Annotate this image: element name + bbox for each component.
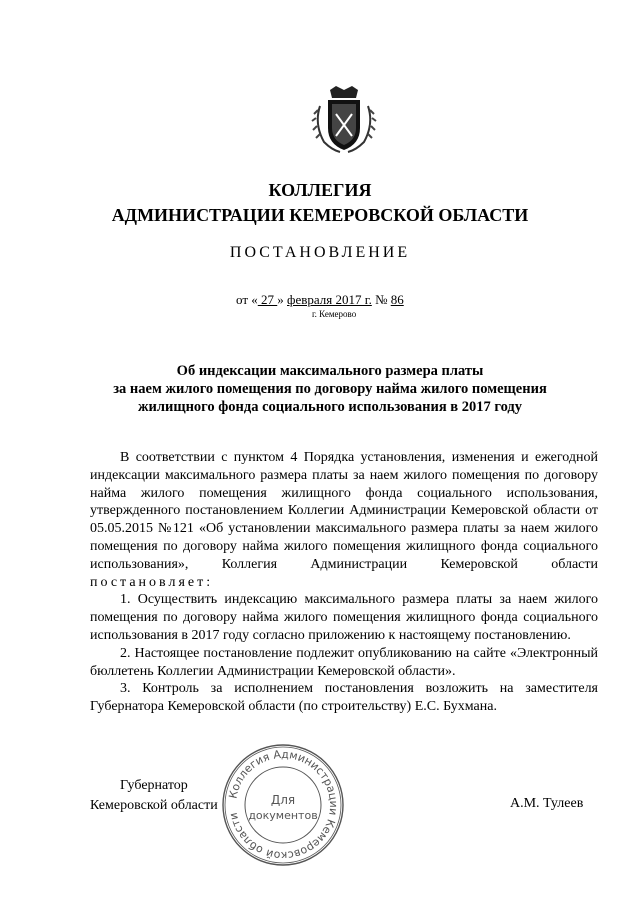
coat-of-arms-emblem bbox=[310, 84, 378, 156]
org-title-line2: АДМИНИСТРАЦИИ КЕМЕРОВСКОЙ ОБЛАСТИ bbox=[111, 205, 529, 225]
signatory-name: А.М. Тулеев bbox=[510, 796, 584, 811]
date-prefix: от « bbox=[236, 292, 258, 307]
stamp-ring-text: Коллегия Администрации Кемеровской области bbox=[226, 747, 341, 863]
body-paragraph-item2: 2. Настоящее постановление подлежит опубликованию на сайте «Электронный бюллетень Коллегии Администрации Кемеровской области». bbox=[90, 645, 598, 679]
city: г. Кемерово bbox=[312, 309, 357, 319]
resolution-keyword: постановляет: bbox=[90, 574, 214, 590]
stamp-center-line2: документов bbox=[248, 809, 318, 822]
document-number: 86 bbox=[390, 292, 404, 307]
signatory-title bbox=[90, 776, 218, 816]
body-paragraph-item3: 3. Контроль за исполнением постановления возложить на заместителя Губернатора Кемеровской области (по строительству) Е.С. Бухмана. bbox=[90, 681, 598, 715]
date-day: 27 bbox=[257, 292, 278, 307]
date-month-year: февраля 2017 г. bbox=[287, 292, 372, 307]
stamp-center-line1: Для bbox=[270, 793, 296, 807]
subject-line3: жилищного фонда социального использования в 2017 году bbox=[137, 399, 523, 415]
preamble-text: В соответствии с пунктом 4 Порядка установления, изменения и ежегодной индексации максимального размера платы за наем жилого помещения по договору найма жилого помещения жилищного фонда социального использования, утвержденного постановлением Коллегии Администрации Кемеровской области от 05.05.2015 №121 «Об установлении максимального размера платы за наем жилого помещения по договору найма жилого помещения жилищного фонда социального использования», Коллегия Администрации Кемеровской области bbox=[90, 450, 598, 572]
document-body bbox=[90, 449, 598, 716]
document-type: ПОСТАНОВЛЕНИЕ bbox=[229, 244, 411, 261]
number-label: № bbox=[371, 292, 391, 307]
official-stamp bbox=[220, 742, 346, 868]
subject-line1: Об индексации максимального размера платы bbox=[176, 363, 484, 379]
signatory-title-line2: Кемеровской области bbox=[90, 798, 218, 813]
signatory-title-line1: Губернатор bbox=[120, 778, 188, 793]
org-title-line1: КОЛЛЕГИЯ bbox=[268, 180, 372, 200]
date-line bbox=[236, 292, 404, 308]
body-paragraph-item1: 1. Осуществить индексацию максимального размера платы за наем жилого помещения по договору найма жилого помещения жилищного фонда социального использования в 2017 году согласно приложению к настоящему постановлению. bbox=[90, 592, 598, 643]
document-subject bbox=[60, 362, 600, 416]
subject-line2: за наем жилого помещения по договору найма жилого помещения bbox=[113, 381, 547, 397]
date-sep: » bbox=[277, 292, 288, 307]
body-paragraph-preamble bbox=[90, 449, 598, 591]
